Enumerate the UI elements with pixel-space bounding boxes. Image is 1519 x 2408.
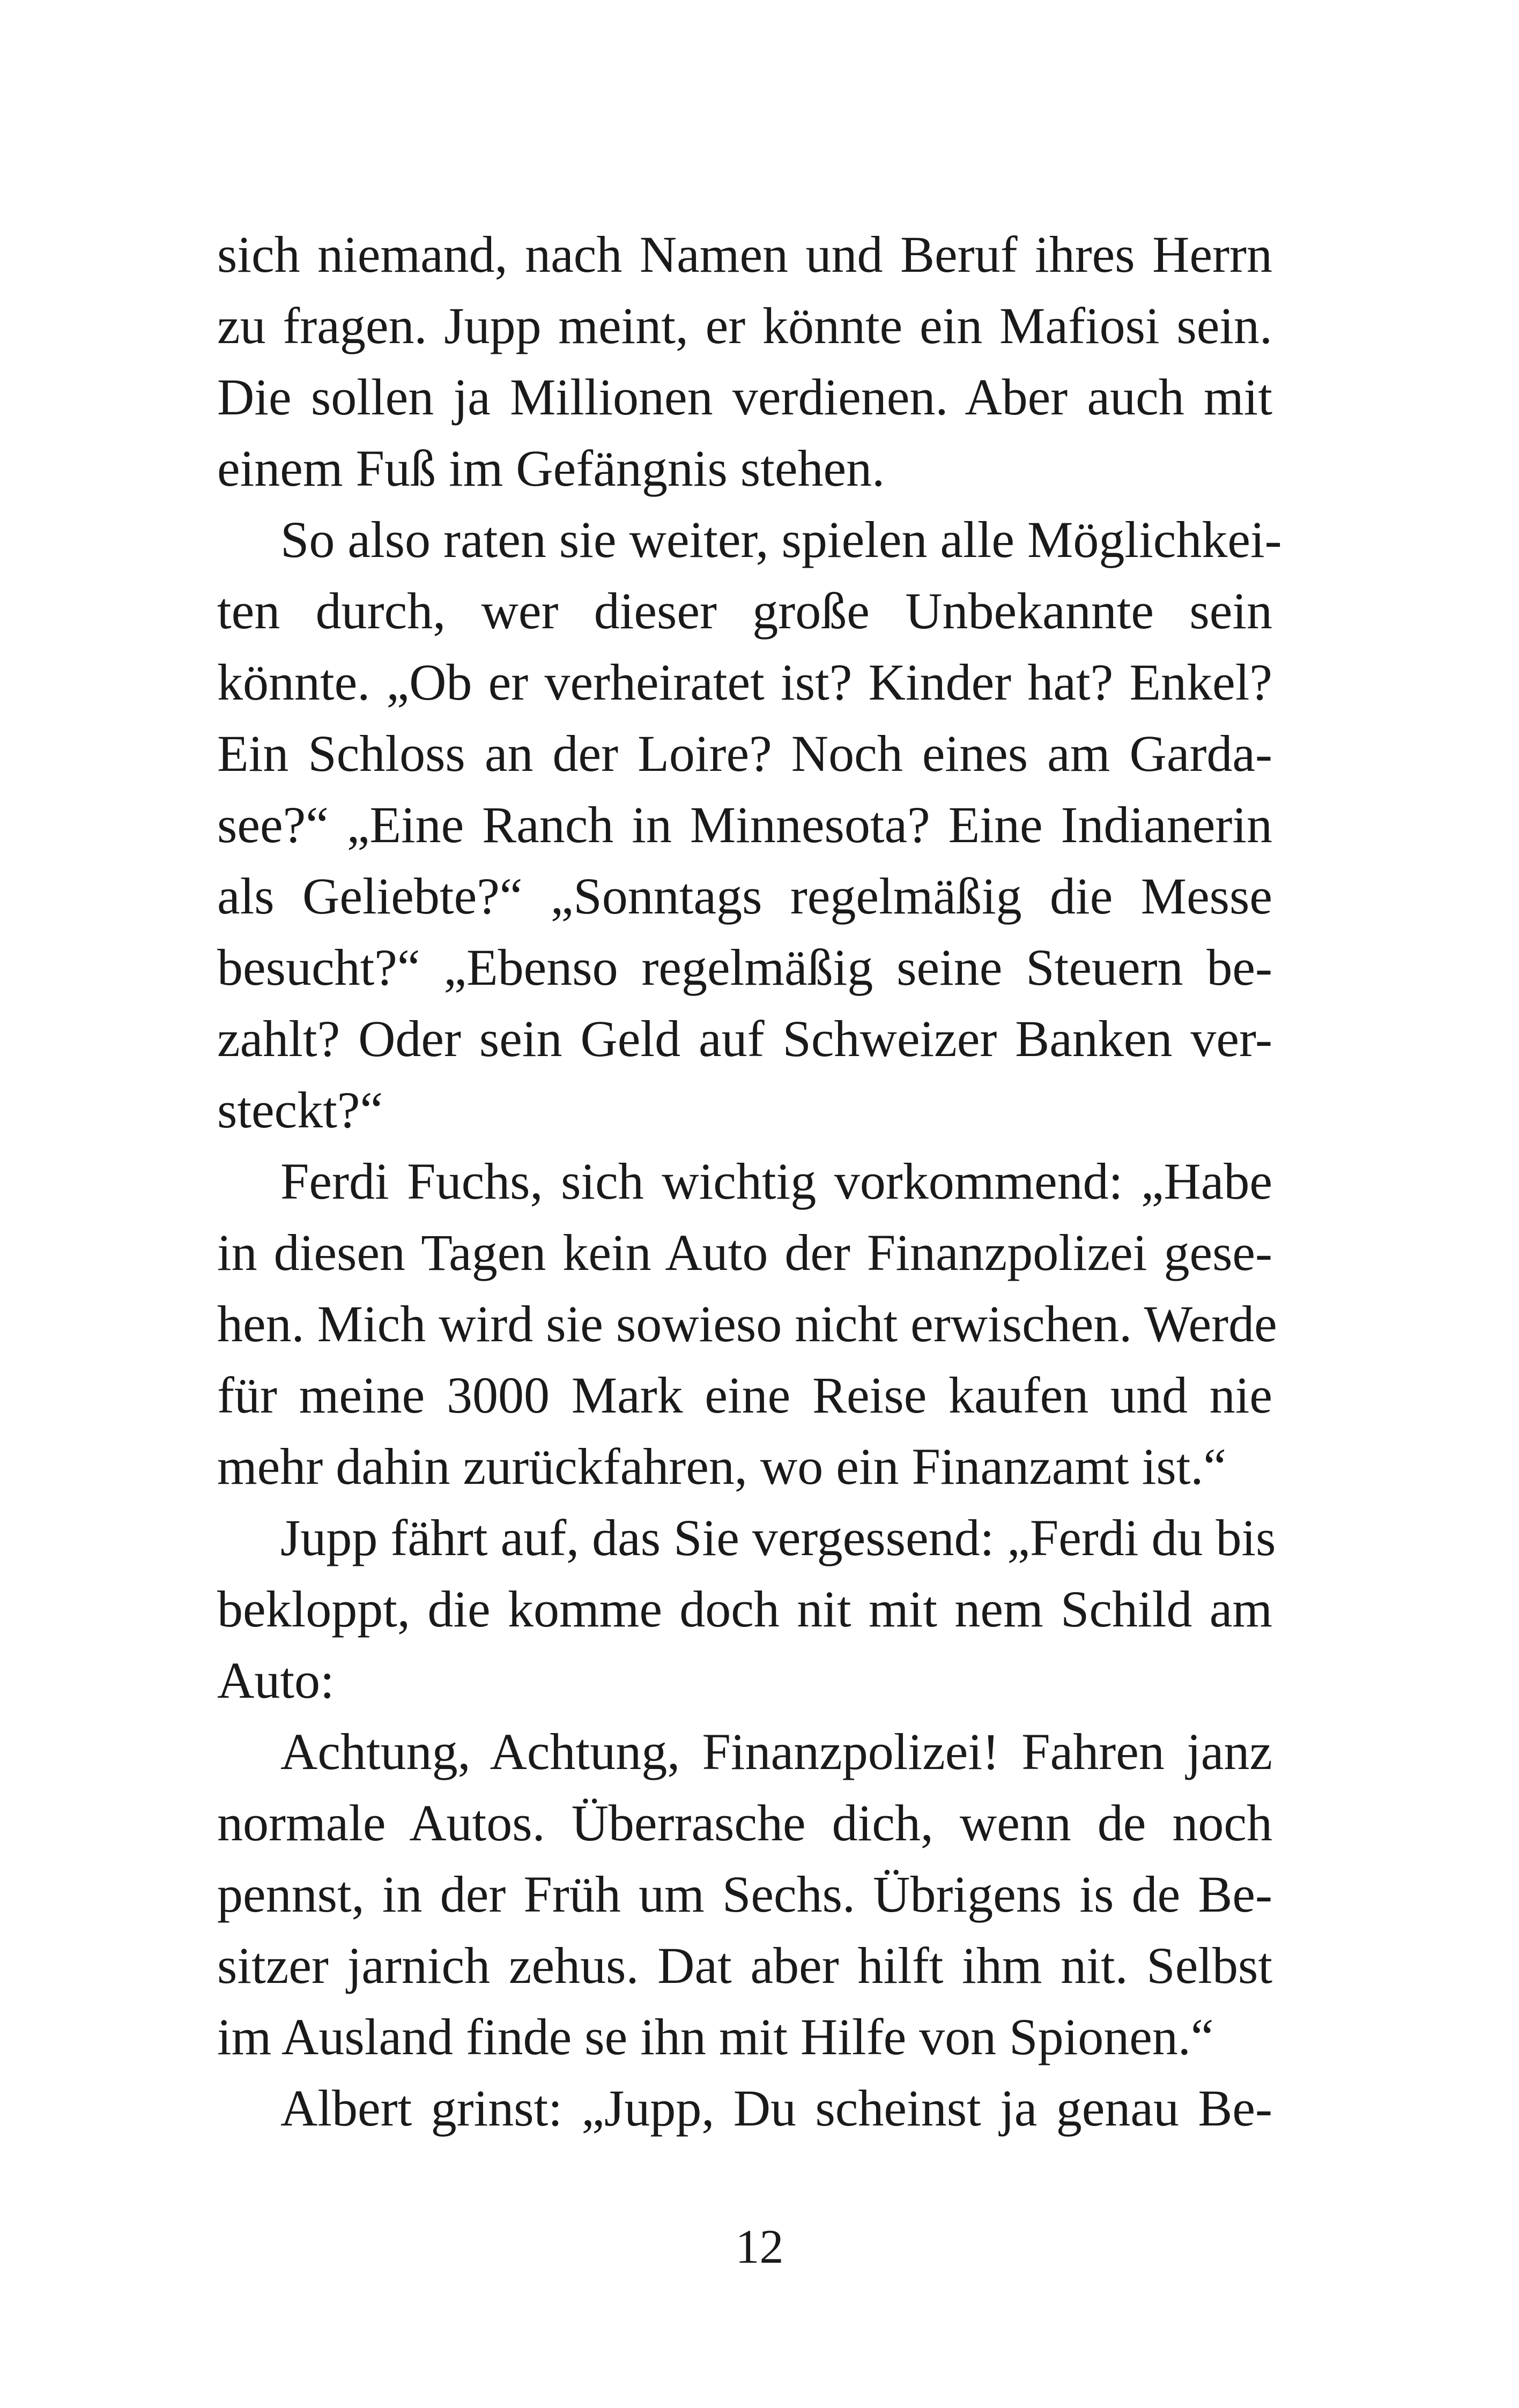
text-line: für meine 3000 Mark eine Reise kaufen und nie — [217, 1366, 1272, 1424]
text-line: Auto: — [217, 1652, 335, 1709]
text-line: als Geliebte?“ „Sonntags regelmäßig die Messe — [217, 867, 1272, 925]
text-line: normale Autos. Überrasche dich, wenn de noch — [217, 1794, 1272, 1852]
text-line: zu fragen. Jupp meint, er könnte ein Mafiosi sein. — [217, 297, 1272, 354]
text-line: ten durch, wer dieser große Unbekannte sein — [217, 582, 1272, 640]
text-line: steckt?“ — [217, 1081, 383, 1139]
text-line: see?“ „Eine Ranch in Minnesota? Eine Indianerin — [217, 796, 1272, 853]
text-line: Die sollen ja Millionen verdienen. Aber auch mit — [217, 368, 1272, 426]
page-number: 12 — [735, 2220, 784, 2273]
text-line: hen. Mich wird sie sowieso nicht erwischen. Werde — [217, 1295, 1277, 1352]
text-line: einem Fuß im Gefängnis stehen. — [217, 440, 885, 497]
text-line: Jupp fährt auf, das Sie vergessend: „Ferdi du bis — [280, 1509, 1276, 1566]
text-line: mehr dahin zurückfahren, wo ein Finanzamt ist.“ — [217, 1438, 1227, 1495]
text-line: Achtung, Achtung, Finanzpolizei! Fahren janz — [280, 1723, 1272, 1780]
text-line: könnte. „Ob er verheiratet ist? Kinder hat? Enkel? — [217, 653, 1272, 711]
text-line: Albert grinst: „Jupp, Du scheinst ja genau Be- — [280, 2079, 1272, 2137]
text-line: sich niemand, nach Namen und Beruf ihres Herrn — [217, 226, 1272, 283]
text-line: zahlt? Oder sein Geld auf Schweizer Banken ver- — [217, 1010, 1272, 1067]
text-line: bekloppt, die komme doch nit mit nem Schild am — [217, 1580, 1272, 1638]
text-line: Ferdi Fuchs, sich wichtig vorkommend: „Habe — [280, 1153, 1272, 1210]
text-line: pennst, in der Früh um Sechs. Übrigens is de Be- — [217, 1866, 1272, 1923]
body-text — [217, 219, 1282, 2144]
text-line: Ein Schloss an der Loire? Noch eines am Garda- — [217, 725, 1272, 782]
text-line: besucht?“ „Ebenso regelmäßig seine Steuern be- — [217, 939, 1272, 996]
text-line: sitzer jarnich zehus. Dat aber hilft ihm nit. Selbst — [217, 1937, 1272, 1994]
text-line: So also raten sie weiter, spielen alle Möglichkei- — [280, 511, 1282, 568]
text-line: in diesen Tagen kein Auto der Finanzpolizei gese- — [217, 1224, 1272, 1281]
text-line: im Ausland finde se ihn mit Hilfe von Spionen.“ — [217, 2008, 1214, 2065]
